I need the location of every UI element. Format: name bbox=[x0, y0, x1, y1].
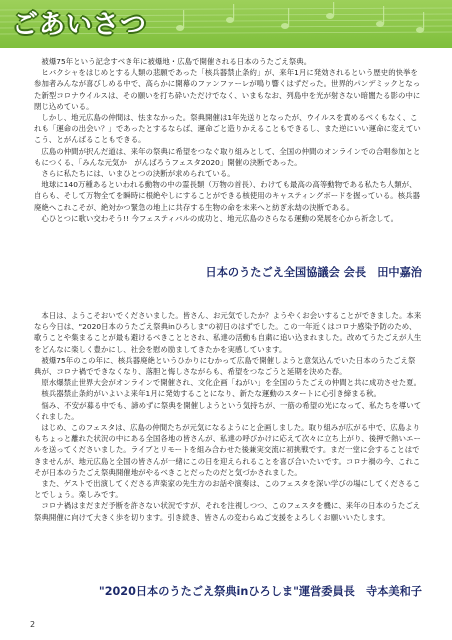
paragraph: 地球に140万種あるといわれる動物の中の霊長類（万物の首長）、わけても最高の高等動物である私たち人類が、自らも、そして万物全てを瞬時に根絶やしにすることができる核使用のキャスティングボードを握っている。核兵器廃絶へこれこそが、絶対かつ緊急の地上に共存する生物の命を未来へと紡ぎ永劫の決断である。 bbox=[34, 180, 421, 212]
page-header bbox=[0, 0, 452, 48]
paragraph: 核兵器禁止条約がいよいよ来年1月に発効することになり、新たな運動のスタートに心引き締まる秋。 bbox=[41, 389, 381, 399]
greeting-section-2 bbox=[34, 310, 422, 523]
paragraph: また、ゲストで出演してくださる声楽家の先生方のお話や演奏は、このフェスタを深い学びの場にしてくださることでしょう。楽しみです。 bbox=[34, 479, 421, 500]
paragraph: はじめ、このフェスタは、広島の仲間たちが元気になるようにと企画しました。取り組みが広がる中で、広島よりもちょっと離れた状況の中にある全国各地の皆さんが、私達の呼びかけに応えて次々に立ち上がり、後押で熱いエールを送ってくださいました。ライブとリモートを組み合わせた後兼実交流に初挑戦です。まだ一堂に会することはできませんが、地元広島と全国の皆さんが一緒にこの日を迎えられることを喜び合いたいです。コロナ禍の今、これこそが日本のうたごえ祭典開催地がやるべきことだったのだと気づかされました。 bbox=[34, 423, 421, 477]
paragraph: しかし、地元広島の仲間は、怯まなかった。祭典開催は1年先送りとなったが、ウイルスを責めるべくもなく、これも「運命の出会い？」であったとするならば、運命ごと造りかえることもできるし、また逆にいい運命に変えていこう、とがんばることもできる。 bbox=[34, 113, 421, 145]
paragraph: 被爆75年という記念すべき年に被爆地・広島で開催される日本のうたごえ祭典。 bbox=[41, 57, 312, 66]
signature-chairman: 日本のうたごえ全国協議会 会長 田中嘉治 bbox=[205, 266, 422, 279]
page-number: 2 bbox=[30, 620, 36, 629]
page-title: ごあいさつ bbox=[12, 10, 148, 40]
paragraph: 心ひとつに歌い交わそう!! 今フェスティバルの成功と、地元広島のさらなる運動の発展を心から祈念して。 bbox=[41, 213, 399, 223]
paragraph: 広島の仲間が択んだ道は、来年の祭典に希望をつなぐ取り組みとして、全国の仲間のオンラインでの合唱参加とともにつくる、「みんな元気か がんばろうフェスタ2020」開催の決断であった。 bbox=[34, 146, 421, 167]
paragraph: さらに私たちには、いまひとつの決断が求められている。 bbox=[41, 169, 235, 179]
paragraph: 被爆75年のこの年に、核兵器廃絶というひかりにむかって広島で開催しようと意気込んでいた日本のうたごえ祭典が、コロナ禍でできなくなり、落胆と悔しさながらも、希望をつなごうと延期を決めた春。 bbox=[34, 355, 416, 377]
signature-committee-chair: "2020日本のうたごえ祭典inひろしま"運営委員長 寺本美和子 bbox=[98, 585, 422, 598]
paragraph: 悩み、不安が募る中でも、諦めずに祭典を開催しようという気持ちが、一筋の希望の光になって、私たちを導いてくれました。 bbox=[34, 400, 422, 421]
paragraph: 本日は、ようこそおいでくださいました。皆さん、お元気でしたか？ようやくお会いすることができました。本来なら今日は、"2020日本のうたごえ祭典inひろしま"の初日のはずでした。この一年近くはコロナ感染予防のため、歌うことや集まることが最も避けるべきこととされ、私達の活動も自粛に追い込まれました。改めてうたごえが人生をどんなに楽しく豊かにし、社会を慰め励ましてきたかを実感しています。 bbox=[34, 311, 422, 354]
paragraph: コロナ禍はまだまだ予断を許さない状況ですが、それを注視しつつ、このフェスタを機に、来年の日本のうたごえ祭典開催に向けて大きく歩を切ります。引き続き、皆さんの変わらぬご支援をよろしくお願いいたします。 bbox=[34, 501, 421, 522]
paragraph: 原水爆禁止世界大会がオンラインで開催され、文化企画「ねがい」を全国のうたごえの仲間と共に成功させた夏。 bbox=[41, 378, 422, 388]
paragraph: ヒバクシャをはじめとする人類の悲願であった「核兵器禁止条約」が、来年1月に発効されるという歴史的快挙を参加者みんなが喜びしめる中で、高らかに開幕のファンファーレが鳴り響くはずだった。世界的パンデミックとなった新型コロナウイルスは、その願いを打ち砕いただけでなく、いまもなお、列島中を光が射さない暗闇たる影の中に閉じ込めている。 bbox=[34, 68, 421, 111]
greeting-section-1 bbox=[34, 56, 422, 224]
